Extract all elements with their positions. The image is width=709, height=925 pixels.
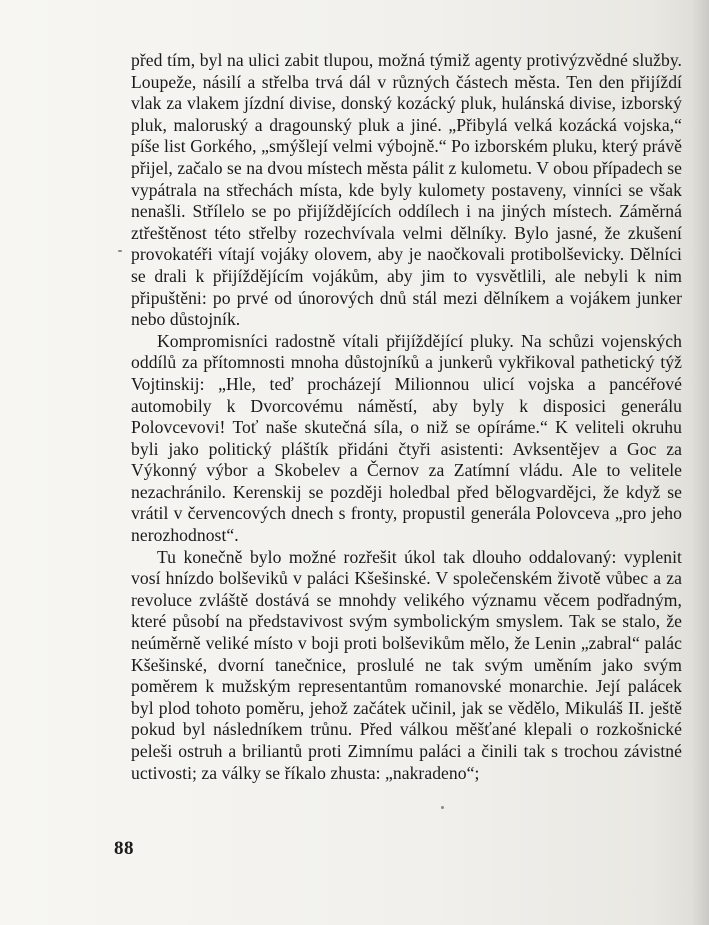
body-text — [131, 50, 682, 784]
page-number: 88 — [114, 838, 134, 859]
page-edge-shadow — [691, 0, 709, 925]
paragraph-1: před tím, byl na ulici zabit tlupou, možná týmiž agenty protivýzvědné služby. Loupeže, násilí a střelba trvá dál v různých částech města. Ten den přijíždí vlak za vlakem jízdní divise, donský kozácký pluk, hulánská divise, izborský pluk, maloruský a dragounský pluk a jiné. „Přibylá velká kozácká vojska,“ píše list Gorkého, „smýšlejí velmi výbojně.“ Po izborském pluku, který právě přijel, začalo se na dvou místech města pálit z kulometu. V obou případech se vypátrala na střechách místa, kde byly kulomety postaveny, vinníci se však nenašli. Střílelo se po přijíždějících oddílech i na jiných místech. Záměrná ztřeštěnost této střelby rozechvívala velmi dělníky. Bylo jasné, že zkušení provokatéři vítají vojáky olovem, aby je naočkovali protibolševicky. Dělníci se drali k přijíždějícím vojákům, aby jim to vysvětlili, ale nebyli k nim připuštěni: po prvé od únorových dnů stál mezi dělníkem a vojákem junker nebo důstojník. — [131, 50, 682, 330]
scan-speck — [441, 806, 444, 809]
scan-speck — [118, 250, 122, 252]
paragraph-3: Tu konečně bylo možné rozřešit úkol tak dlouho oddalovaný: vyplenit vosí hnízdo bolševiků v paláci Kšešinské. V společenském životě vůbec a za revoluce zvláště dostává se mnohdy velikého významu věcem podřadným, které působí na představivost svým symbolickým smyslem. Tak se stalo, že neúměrně veliké místo v boji proti bolševikům mělo, že Lenin „zabral“ palác Kšešinské, dvorní tanečnice, proslulé ne tak svým uměním jako svým poměrem k mužským representantům romanovské monarchie. Její palácek byl plod tohoto poměru, jehož začátek učinil, jak se vědělo, Mikuláš II. ještě pokud byl následníkem trůnu. Před válkou měšťané klepali o rozkošnické peleši ostruh a briliantů proti Zimnímu paláci a činili tak s trochou závistné uctivosti; za války se říkalo zhusta: „nakradeno“; — [131, 546, 682, 783]
paragraph-2: Kompromisníci radostně vítali přijíždějící pluky. Na schůzi vojenských oddílů za přítomnosti mnoha důstojníků a junkerů vykřikoval pathetický týž Vojtinskij: „Hle, teď procházejí Milionnou ulicí vojska a pancéřové automobily k Dvorcovému náměstí, aby byly k disposici generálu Polovcevovi! Toť naše skutečná síla, o niž se opíráme.“ K veliteli okruhu byli jako politický pláštík přidáni čtyři asistenti: Avksentějev a Goc za Výkonný výbor a Skobelev a Černov za Zatímní vládu. Ale to velitele nezachránilo. Kerenskij se později holedbal před bělogvardějci, že když se vrátil v červencových dnech s fronty, propustil generála Polovceva „pro jeho nerozhodnost“. — [131, 330, 682, 546]
